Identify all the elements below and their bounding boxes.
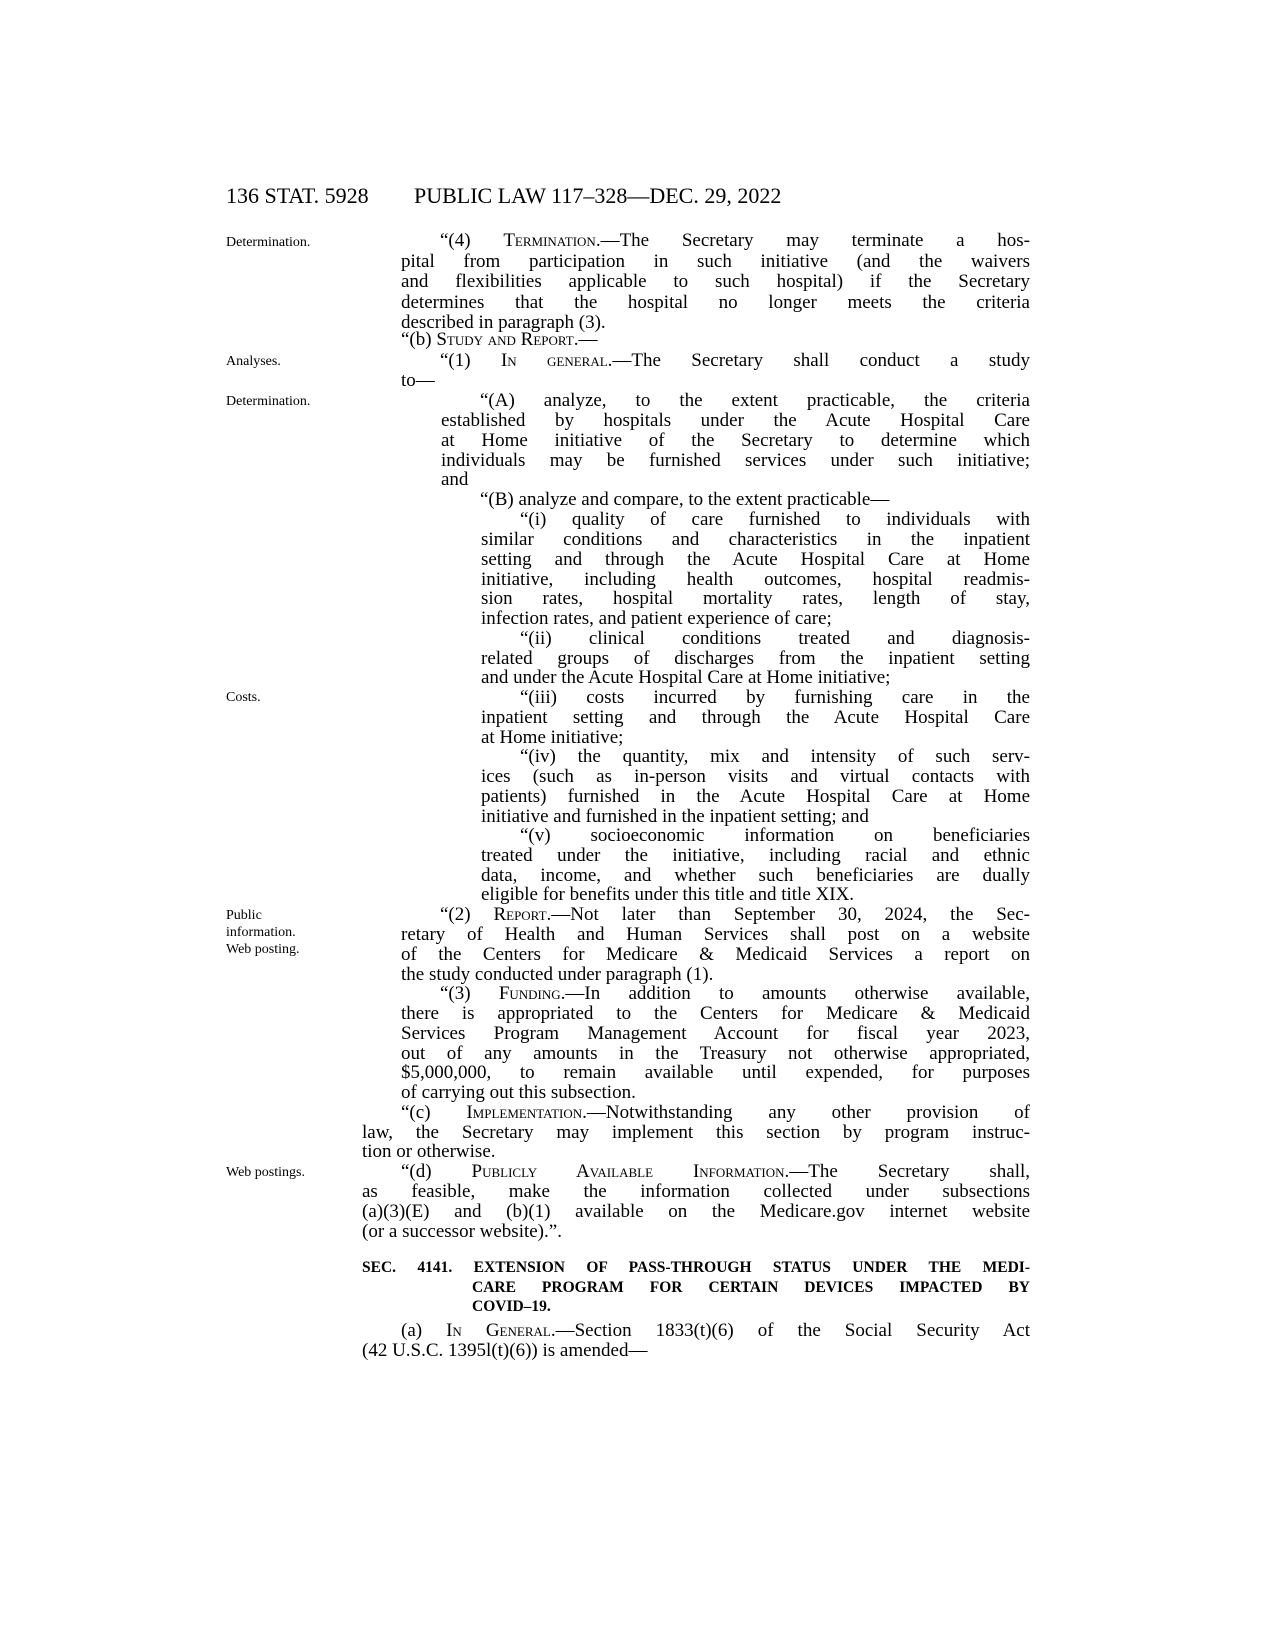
page-stat-citation: 136 STAT. 5928: [226, 183, 369, 208]
text-line: out of any amounts in the Treasury not otherwise appropriated,: [401, 1043, 1030, 1064]
text-line: (a)(3)(E) and (b)(1) available on the Medicare.gov internet website: [362, 1201, 1030, 1222]
text-line: initiative, including health outcomes, hospital readmis-: [481, 569, 1030, 590]
paragraph-in-general: “(1) In general.—The Secretary shall conduct a study: [440, 350, 1030, 371]
text-line: tion or otherwise.: [362, 1141, 496, 1162]
margin-note-web-postings: Web postings.: [226, 1165, 305, 1180]
subsection-a-in-general: (a) In General.—Section 1833(t)(6) of the Social Security Act: [401, 1320, 1030, 1341]
clause-iv: “(iv) the quantity, mix and intensity of such serv-: [520, 746, 1030, 767]
text-line: similar conditions and characteristics in the inpatient: [481, 529, 1030, 550]
margin-note-public-information: [226, 907, 346, 958]
subparagraph-a: “(A) analyze, to the extent practicable, the criteria: [480, 390, 1030, 411]
subsection-heading-study-report: “(b) Study and Report.—: [401, 329, 598, 350]
text-line: Services Program Management Account for fiscal year 2023,: [401, 1023, 1030, 1044]
text-line: at Home initiative of the Secretary to determine which: [441, 430, 1030, 451]
margin-note-line: Web posting.: [226, 942, 300, 957]
text-line: to—: [401, 370, 435, 391]
clause-v: “(v) socioeconomic information on beneficiaries: [520, 825, 1030, 846]
text-line: (or a successor website).”.: [362, 1221, 562, 1242]
text-line: the study conducted under paragraph (1).: [401, 964, 714, 985]
section-heading-line: COVID–19.: [472, 1298, 551, 1315]
paragraph-termination: “(4) Termination.—The Secretary may terminate a hos-: [440, 230, 1030, 251]
text-line: law, the Secretary may implement this section by program instruc-: [362, 1122, 1030, 1143]
margin-note-line: Public: [226, 908, 262, 923]
text-line: ices (such as in-person visits and virtual contacts with: [481, 766, 1030, 787]
subsection-publicly-available-information: “(d) Publicly Available Information.—The Secretary shall,: [401, 1161, 1030, 1182]
text-line: infection rates, and patient experience of care;: [481, 608, 832, 629]
text-line: as feasible, make the information collected under subsections: [362, 1181, 1030, 1202]
section-heading: SEC. 4141. EXTENSION OF PASS-THROUGH STATUS UNDER THE MEDI-: [362, 1259, 1030, 1276]
text-line: determines that the hospital no longer meets the criteria: [401, 292, 1030, 313]
margin-note-line: information.: [226, 925, 296, 940]
margin-note-analyses: Analyses.: [226, 354, 281, 369]
margin-note-determination-2: Determination.: [226, 394, 311, 409]
text-line: $5,000,000, to remain available until expended, for purposes: [401, 1062, 1030, 1083]
text-line: treated under the initiative, including racial and ethnic: [481, 845, 1030, 866]
text-line: individuals may be furnished services under such initiative;: [441, 450, 1030, 471]
text-line: patients) furnished in the Acute Hospital Care at Home: [481, 786, 1030, 807]
text-line: data, income, and whether such beneficiaries are dually: [481, 865, 1030, 886]
text-line: setting and through the Acute Hospital Care at Home: [481, 549, 1030, 570]
subsection-implementation: “(c) Implementation.—Notwithstanding any other provision of: [401, 1102, 1030, 1123]
text-line: initiative and furnished in the inpatient setting; and: [481, 806, 869, 827]
text-line: and flexibilities applicable to such hospital) if the Secretary: [401, 271, 1030, 292]
text-line: inpatient setting and through the Acute Hospital Care: [481, 707, 1030, 728]
text-line: at Home initiative;: [481, 727, 624, 748]
page-running-title: PUBLIC LAW 117–328—DEC. 29, 2022: [414, 183, 782, 208]
text-line: of carrying out this subsection.: [401, 1082, 636, 1103]
clause-ii: “(ii) clinical conditions treated and diagnosis-: [520, 628, 1030, 649]
text-line: retary of Health and Human Services shall post on a website: [401, 924, 1030, 945]
text-line: (42 U.S.C. 1395l(t)(6)) is amended—: [362, 1340, 648, 1361]
text-line: related groups of discharges from the inpatient setting: [481, 648, 1030, 669]
text-line: and under the Acute Hospital Care at Home initiative;: [481, 667, 891, 688]
paragraph-report: “(2) Report.—Not later than September 30, 2024, the Sec-: [440, 904, 1030, 925]
section-heading-line: CARE PROGRAM FOR CERTAIN DEVICES IMPACTED BY: [472, 1279, 1030, 1296]
paragraph-funding: “(3) Funding.—In addition to amounts otherwise available,: [440, 983, 1030, 1004]
text-line: eligible for benefits under this title and title XIX.: [481, 884, 855, 905]
clause-iii: “(iii) costs incurred by furnishing care in the: [520, 687, 1030, 708]
text-line: pital from participation in such initiative (and the waivers: [401, 251, 1030, 272]
text-line: established by hospitals under the Acute Hospital Care: [441, 410, 1030, 431]
text-line: there is appropriated to the Centers for Medicare & Medicaid: [401, 1003, 1030, 1024]
subparagraph-b: “(B) analyze and compare, to the extent practicable—: [480, 489, 890, 510]
text-line: described in paragraph (3).: [401, 312, 606, 333]
clause-i: “(i) quality of care furnished to individuals with: [520, 509, 1030, 530]
text-line: of the Centers for Medicare & Medicaid Services a report on: [401, 944, 1030, 965]
text-line: sion rates, hospital mortality rates, length of stay,: [481, 588, 1030, 609]
margin-note-determination: Determination.: [226, 235, 311, 250]
margin-note-costs: Costs.: [226, 690, 261, 705]
text-line: and: [441, 469, 469, 490]
